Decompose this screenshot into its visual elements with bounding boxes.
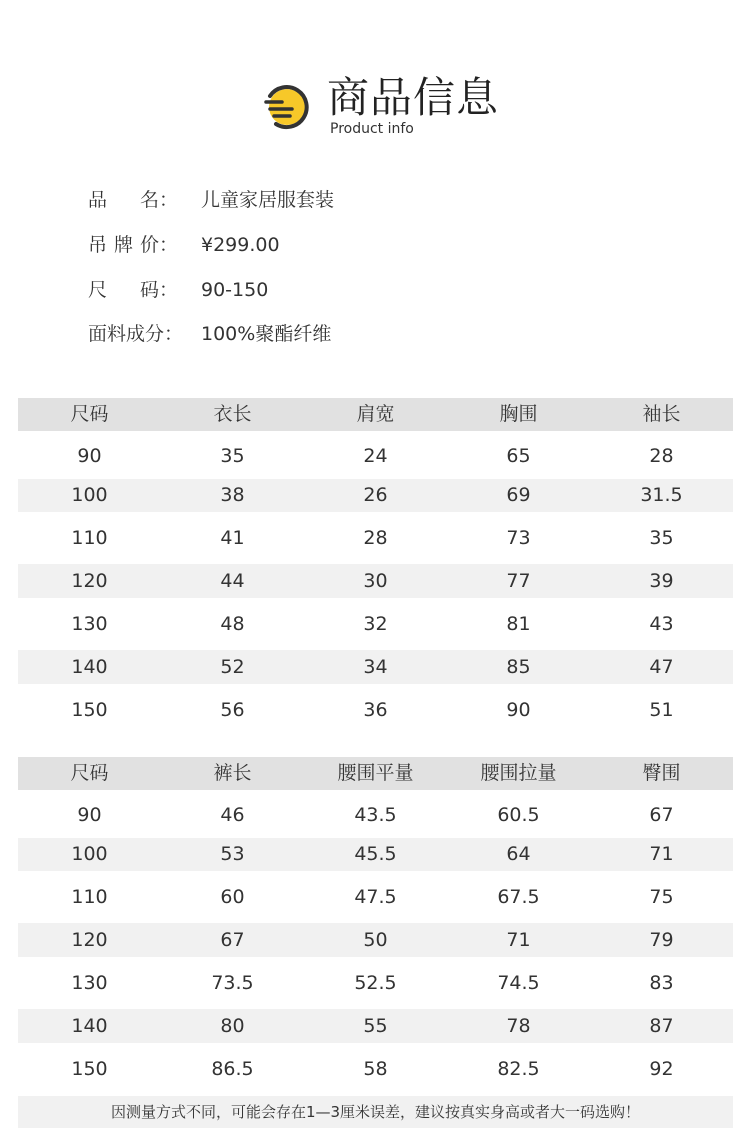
table-row [18, 438, 733, 474]
table-cell: 85 [506, 656, 531, 678]
header-cell: 胸围 [499, 403, 538, 425]
table-cell: 65 [506, 445, 531, 467]
table-cell: 130 [71, 972, 108, 994]
table-header [18, 757, 733, 790]
header-cell: 衣长 [213, 403, 252, 425]
info-row-name [88, 178, 688, 222]
table-cell: 32 [363, 613, 388, 635]
info-value: 儿童家居服套装 [201, 189, 335, 211]
table-header [18, 398, 733, 431]
table-cell: 31.5 [640, 484, 683, 506]
table-cell: 78 [506, 1015, 531, 1037]
table-cell: 67 [220, 929, 245, 951]
header-cell: 裤长 [213, 762, 252, 784]
table-row [18, 692, 733, 728]
table-row [18, 520, 733, 556]
table-cell: 50 [363, 929, 388, 951]
table-cell: 69 [506, 484, 531, 506]
table-cell: 67 [649, 804, 674, 826]
table-row [18, 879, 733, 915]
table-cell: 82.5 [497, 1058, 540, 1080]
table-cell: 100 [71, 843, 108, 865]
table-cell: 86.5 [211, 1058, 254, 1080]
table-cell: 73.5 [211, 972, 254, 994]
table-cell: 45.5 [354, 843, 397, 865]
table-row [18, 650, 733, 684]
table-cell: 130 [71, 613, 108, 635]
table-cell: 47 [649, 656, 674, 678]
measurement-note: 因测量方式不同，可能会存在1—3厘米误差，建议按真实身高或者大一码选购！ [18, 1096, 733, 1128]
table-cell: 56 [220, 699, 245, 721]
table-cell: 92 [649, 1058, 674, 1080]
table-cell: 36 [363, 699, 388, 721]
table-row [18, 606, 733, 642]
header-cell: 袖长 [642, 403, 681, 425]
table-cell: 140 [71, 1015, 108, 1037]
page-subtitle: Product info [330, 121, 414, 137]
table-cell: 150 [71, 1058, 108, 1080]
table-cell: 44 [220, 570, 245, 592]
table-cell: 71 [649, 843, 674, 865]
info-value: ¥299.00 [201, 234, 280, 256]
table-cell: 90 [506, 699, 531, 721]
info-row-fabric [88, 312, 688, 356]
table-cell: 39 [649, 570, 674, 592]
table-cell: 87 [649, 1015, 674, 1037]
table-cell: 110 [71, 886, 108, 908]
table-cell: 81 [506, 613, 531, 635]
table-cell: 60.5 [497, 804, 540, 826]
table-cell: 60 [220, 886, 245, 908]
table-cell: 43.5 [354, 804, 397, 826]
table-cell: 67.5 [497, 886, 540, 908]
table-cell: 90 [77, 445, 102, 467]
table-row [18, 923, 733, 957]
table-row [18, 564, 733, 598]
table-row [18, 479, 733, 512]
table-cell: 90 [77, 804, 102, 826]
table-row [18, 1051, 733, 1087]
info-label: 品 名： [88, 189, 178, 211]
header-cell: 腰围拉量 [480, 762, 557, 784]
table-cell: 48 [220, 613, 245, 635]
table-cell: 64 [506, 843, 531, 865]
table-cell: 24 [363, 445, 388, 467]
info-row-size [88, 268, 688, 312]
table-cell: 79 [649, 929, 674, 951]
info-value: 90-150 [201, 279, 269, 301]
header-cell: 尺码 [70, 403, 109, 425]
info-label: 吊 牌 价： [88, 234, 178, 256]
table-cell: 140 [71, 656, 108, 678]
info-value: 100%聚酯纤维 [201, 323, 332, 345]
table-cell: 53 [220, 843, 245, 865]
table-cell: 35 [220, 445, 245, 467]
table-cell: 120 [71, 929, 108, 951]
table-cell: 35 [649, 527, 674, 549]
table-cell: 100 [71, 484, 108, 506]
table-cell: 38 [220, 484, 245, 506]
table-cell: 120 [71, 570, 108, 592]
table-cell: 34 [363, 656, 388, 678]
table-cell: 74.5 [497, 972, 540, 994]
table-cell: 51 [649, 699, 674, 721]
info-label: 尺 码： [88, 279, 178, 301]
table-cell: 77 [506, 570, 531, 592]
table-cell: 30 [363, 570, 388, 592]
table-cell: 73 [506, 527, 531, 549]
table-cell: 80 [220, 1015, 245, 1037]
table-cell: 47.5 [354, 886, 397, 908]
info-row-price [88, 223, 688, 267]
table-row [18, 1009, 733, 1043]
info-label: 面料成分： [88, 323, 184, 345]
table-cell: 71 [506, 929, 531, 951]
table-cell: 150 [71, 699, 108, 721]
header-cell: 臀围 [642, 762, 681, 784]
table-cell: 28 [363, 527, 388, 549]
table-cell: 43 [649, 613, 674, 635]
table-cell: 46 [220, 804, 245, 826]
header-cell: 尺码 [70, 762, 109, 784]
table-row [18, 797, 733, 833]
table-cell: 52 [220, 656, 245, 678]
table-cell: 52.5 [354, 972, 397, 994]
page-title: 商品信息 [327, 73, 500, 122]
product-info-icon [262, 82, 312, 132]
table-cell: 110 [71, 527, 108, 549]
table-row [18, 838, 733, 871]
table-cell: 75 [649, 886, 674, 908]
table-cell: 26 [363, 484, 388, 506]
table-cell: 83 [649, 972, 674, 994]
header-cell: 腰围平量 [337, 762, 414, 784]
table-cell: 41 [220, 527, 245, 549]
table-row [18, 965, 733, 1001]
table-cell: 55 [363, 1015, 388, 1037]
section-header [0, 0, 750, 150]
header-cell: 肩宽 [356, 403, 395, 425]
table-cell: 58 [363, 1058, 388, 1080]
table-cell: 28 [649, 445, 674, 467]
